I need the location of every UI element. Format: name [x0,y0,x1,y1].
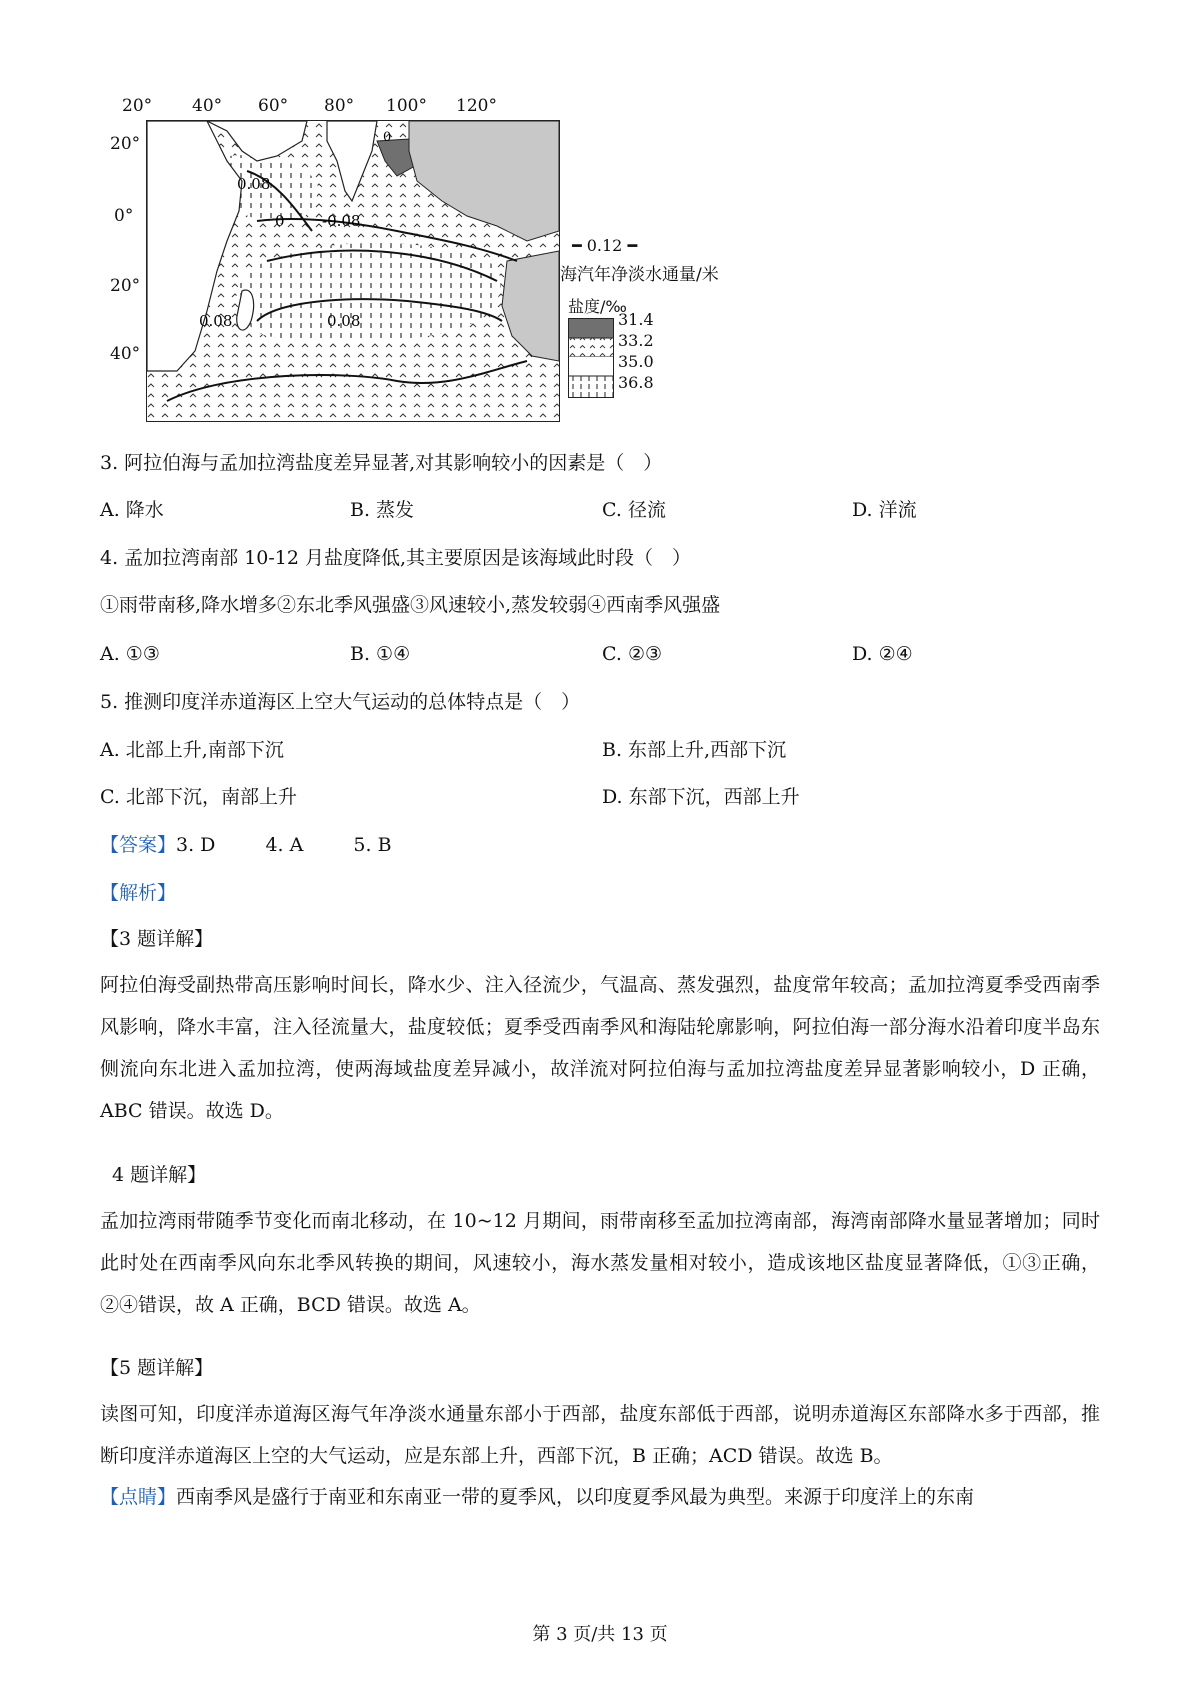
q5-detail-heading: 【5 题详解】 [100,1357,214,1379]
salinity-map-figure [110,96,750,436]
isoline-legend-title: 海汽年净淡水通量/米 [560,265,719,285]
q3-detail-heading: 【3 题详解】 [100,928,214,950]
tip-text: 西南季风是盛行于南亚和东南亚一带的夏季风，以印度夏季风最为典型。来源于印度洋上的东南 [176,1486,975,1508]
swatch-blank [569,357,613,376]
indian-ocean-map [146,120,560,422]
swatch-dark [569,319,613,338]
question-3-stem: 3. 阿拉伯海与孟加拉湾盐度差异显著,对其影响较小的因素是（ ） [100,452,663,474]
map-drawing [147,121,559,421]
q5-option-a[interactable]: A. 北部上升,南部下沉 [100,739,284,761]
lon-label: 60° [258,96,289,116]
q4-option-c[interactable]: C. ②③ [602,643,663,665]
isoline-label: 0.08 [237,175,271,193]
q3-detail-text: 阿拉伯海受副热带高压影响时间长，降水少、注入径流少，气温高、蒸发强烈，盐度常年较高；孟加拉湾夏季受西南季风影响，降水丰富，注入径流量大，盐度较低；夏季受西南季风和海陆轮廓影响，阿拉伯海一部分海水沿着印度半岛东侧流向东北进入孟加拉湾，使两海域盐度差异减小，故洋流对阿拉伯海与孟加拉湾盐度差异显著影响较小，D 正确，ABC 错误。故选 D。 [100,974,1100,1122]
isoline-sample-value: 0.12 [586,236,623,255]
legend-dash: ━ [627,236,638,255]
q4-detail-heading: 4 题详解】 [112,1164,207,1186]
q5-option-c[interactable]: C. 北部下沉，南部上升 [100,786,297,808]
lat-label: 20° [110,276,141,296]
map-legend [560,236,760,436]
page-number: 第 3 页/共 13 页 [532,1624,668,1645]
lat-label: 0° [114,206,134,226]
swatch-drawing [569,319,613,397]
lon-label: 20° [122,96,153,116]
lat-label: 40° [110,344,141,364]
salinity-legend-title: 盐度/‰ [568,297,627,316]
salinity-value: 36.8 [618,373,654,392]
q5-detail-text: 读图可知，印度洋赤道海区海气年净淡水通量东部小于西部，盐度东部低于西部，说明赤道海区东部降水多于西部，推断印度洋赤道海区上空的大气运动，应是东部上升，西部下沉，B 正确；ACD 错误。故选 B。 [100,1403,1100,1467]
q4-detail-text: 孟加拉湾雨带随季节变化而南北移动，在 10~12 月期间，雨带南移至孟加拉湾南部，海湾南部降水量显著增加；同时此时处在西南季风向东北季风转换的期间，风速较小，海水蒸发量相对较小，造成该地区盐度显著降低，①③正确，②④错误，故 A 正确，BCD 错误。故选 A。 [100,1210,1100,1316]
salinity-value: 35.0 [618,352,654,371]
answer-item: 3. D [176,834,216,856]
lon-label: 40° [192,96,223,116]
tip-paragraph [100,1476,1100,1518]
longitude-labels [110,96,670,120]
q4-option-b[interactable]: B. ①④ [350,643,411,665]
isoline-label: 0 [383,130,392,145]
lon-label: 100° [386,96,427,116]
q3-option-b[interactable]: B. 蒸发 [350,499,415,521]
lat-label: 20° [110,134,141,154]
answer-label: 【答案】 [100,834,177,856]
salinity-swatches [568,318,614,398]
answer-item: 4. A [265,834,304,856]
q4-option-d[interactable]: D. ②④ [852,643,913,665]
lon-label: 80° [324,96,355,116]
swatch-dash [569,376,613,397]
isoline-label: -0.08 [322,212,361,230]
answer-line [100,832,392,858]
q3-option-d[interactable]: D. 洋流 [852,499,917,521]
answer-item: 5. B [353,834,392,856]
analysis-label: 【解析】 [100,882,177,904]
salinity-value: 33.2 [618,331,654,350]
q3-option-a[interactable]: A. 降水 [100,499,164,521]
legend-dash: ━ [572,236,582,255]
question-5-stem: 5. 推测印度洋赤道海区上空大气运动的总体特点是（ ） [100,691,581,713]
isoline-label: 0 [275,212,285,230]
q3-option-c[interactable]: C. 径流 [602,499,666,521]
isoline-label: 0.08 [199,312,233,330]
question-4-statements: ①雨带南移,降水增多②东北季风强盛③风速较小,蒸发较弱④西南季风强盛 [100,594,721,616]
q4-option-a[interactable]: A. ①③ [100,643,160,665]
q5-option-b[interactable]: B. 东部上升,西部下沉 [602,739,787,761]
lon-label: 120° [456,96,497,116]
isoline-label: 0.08 [327,312,361,330]
question-4-stem: 4. 孟加拉湾南部 10-12 月盐度降低,其主要原因是该海域此时段（ ） [100,547,692,569]
tip-label: 【点睛】 [100,1486,177,1508]
swatch-wave [569,338,613,357]
q5-option-d[interactable]: D. 东部下沉，西部上升 [602,786,800,808]
isoline-legend-sample [572,236,637,255]
salinity-value: 31.4 [618,310,654,329]
